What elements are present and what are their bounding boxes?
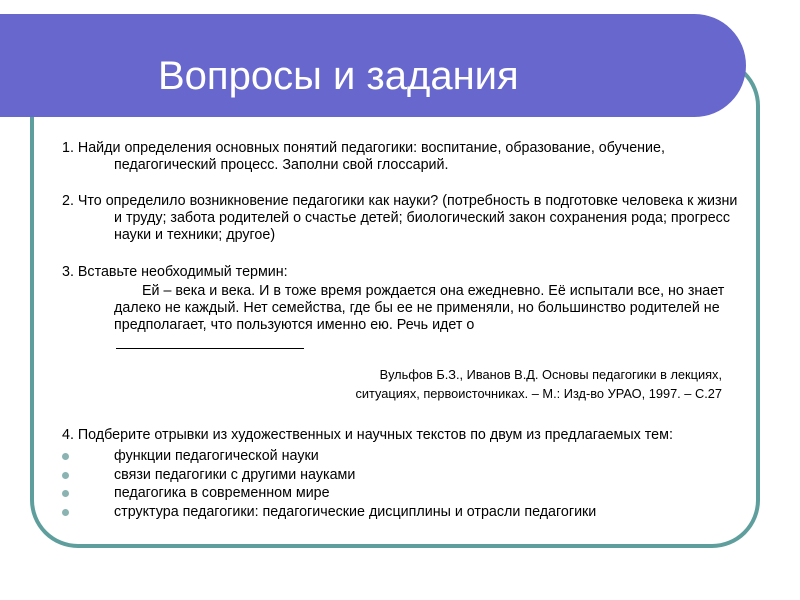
list-item-label: функции педагогической науки <box>114 448 319 464</box>
task-3-heading: 3. Вставьте необходимый термин: <box>62 264 288 280</box>
bullet-icon <box>62 509 69 516</box>
task-3-quote: Ей – века и века. И в тоже время рождается она ежедневно. Её испытали все, но знает далеко не каждый. Нет семейства, где бы ее не применяли, но большинство родителей не предполагает, что пользуются именно ею. Речь идет о <box>114 283 725 333</box>
list-item <box>62 503 742 522</box>
task-4 <box>62 427 742 521</box>
list-item <box>62 447 742 466</box>
answer-blank-line <box>116 334 304 349</box>
slide-content <box>62 140 742 521</box>
task-4-heading: 4. Подберите отрывки из художественных и научных текстов по двум из предлагаемых тем: <box>62 427 673 443</box>
bullet-icon <box>62 453 69 460</box>
citation-line-2: ситуациях, первоисточниках. – М.: Изд-во УРАО, 1997. – С.27 <box>355 386 722 401</box>
citation-source <box>62 365 742 403</box>
list-item-label: связи педагогики с другими науками <box>114 466 356 483</box>
list-item <box>62 484 742 503</box>
slide-title: Вопросы и задания <box>158 54 519 98</box>
task-2: 2. Что определило возникновение педагогики как науки? (потребность в подготовке человека к жизни и труду; забота родителей о счастье детей; биологический закон сохранения рода; прогресс науки и техники; другое) <box>62 193 738 243</box>
topic-list <box>62 447 742 521</box>
title-underline <box>36 118 710 121</box>
task-1: 1. Найди определения основных понятий педагогики: воспитание, образование, обучение, педагогический процесс. Заполни свой глоссарий. <box>62 140 665 173</box>
citation-line-1: Вульфов Б.З., Иванов В.Д. Основы педагогики в лекциях, <box>379 367 722 382</box>
list-item-label: структура педагогики: педагогические дисциплины и отрасли педагогики <box>114 503 597 520</box>
title-bar <box>0 14 746 117</box>
list-item <box>62 466 742 485</box>
list-item-label: педагогика в современном мире <box>114 485 330 501</box>
bullet-icon <box>62 490 69 497</box>
task-3 <box>62 264 742 403</box>
bullet-icon <box>62 472 69 479</box>
